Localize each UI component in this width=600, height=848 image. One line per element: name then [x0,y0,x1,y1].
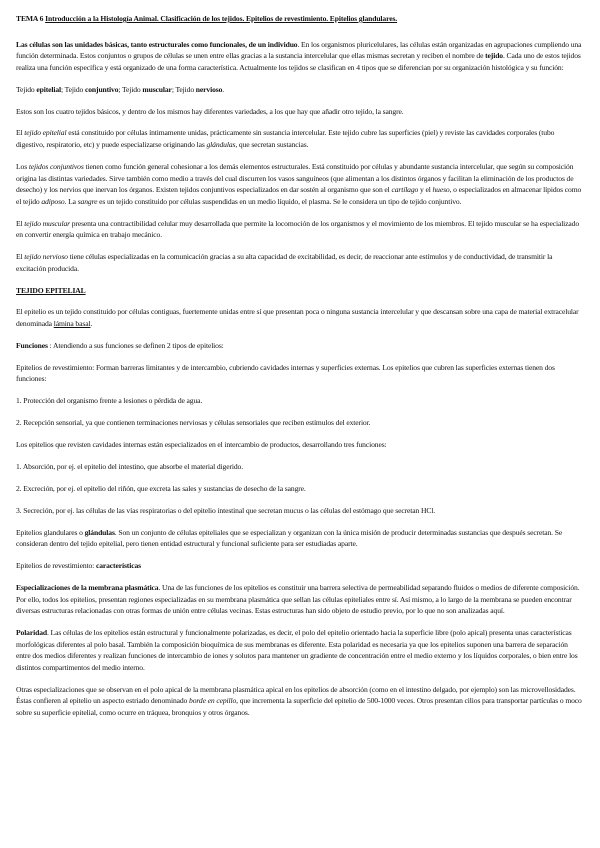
paragraph-characteristics-heading: Epitelios de revestimiento: características [16,561,141,571]
section-heading-epithelial: TEJIDO EPITELIAL [16,285,86,295]
paragraph-membrane-specializations: Especializaciones de la membrana plasmática. Una de las funciones de los epitelios es constituir una barrera selectiva de permeabilidad separando fluidos o medios de diferente composición. Por ello, todos los epitelios, presentan regiones especializadas en su membrana plasmática que sellan las células epiteliales entre sí. Así mismo, a lo largo de la membrana se pueden encontrar diversas estructuras relacionadas con otras formas de unión entre células vecinas. Estas estructuras han sido objeto de estudio previo, por lo que no son analizadas aquí. [16,583,580,616]
title-number: TEMA 6 [16,14,44,23]
list-item-excretion: 2. Excreción, por ej. el epitelio del riñón, que excreta las sales y sustancias de desecho de la sangre. [16,483,306,493]
paragraph-connective-tissue: Los tejidos conjuntivos tienen como función general cohesionar a los demás elementos estructurales. Está constituido por células y abundante sustancia intercelular, que según su composición origina las distintas variedades. Sirve también como medio a través del cual discurren los vasos sanguíneos (que alimentan a los distintos órganos y facilitan la eliminación de los productos de desecho) y los nervios que inervan los órganos. Existen tejidos conjuntivos especializados en dar sostén al organismo que son el cartílago y el hueso, o especializados en almacenar lípidos como el tejido adiposo. La sangre es un tejido constituido por células suspendidas en un medio líquido, el plasma. Se le considera un tipo de tejido conjuntivo. [16,161,582,206]
paragraph-intro: Las células son las unidades básicas, tanto estructurales como funcionales, de un individuo. En los organismos pluricelulares, las células están organizadas en agrupaciones cumpliendo una función determinada. Estos conjuntos o grupos de células se unen entre ellas gracias a la sustancia intercelular que ellas mismas secretan y reciben el nombre de tejido. Cada uno de estos tejidos realiza una función específica y está organizado de una forma característica. Actualmente los tejidos se clasifican en 4 tipos que se diferencian por su organización histológica y su función: [16,39,582,72]
paragraph-nervous-tissue: El tejido nervioso tiene células especializadas en la comunicación gracias a su alta capacidad de excitabilidad, es decir, de reaccionar ante estímulos y de conductividad, de transmitir la excitación producida. [16,252,553,273]
document-page [16,13,584,729]
page-title [16,13,584,25]
paragraph-tissue-types: Tejido epitelial; Tejido conjuntivo; Tejido muscular; Tejido nervioso. [16,84,225,94]
paragraph-epithelial-tissue: El tejido epitelial está constituido por células íntimamente unidas, prácticamente sin sustancia intercelular. Este tejido cubre las superficies (piel) y reviste las cavidades corporales (tubo digestivo, respiratorio, etc) y puede especializarse originando las glándulas, que secretan sustancias. [16,128,555,150]
list-item-absorption: 1. Absorción, por ej. el epitelio del intestino, que absorbe el material digerido. [16,462,243,471]
paragraph-muscle-tissue: El tejido muscular presenta una contractibilidad celular muy desarrollada que permite la locomoción de los organismos y el movimiento de los miembros. El tejido muscular se ha especializado en convertir energía química en trabajo mecánico. [16,218,580,240]
paragraph-epithelium-definition: El epitelio es un tejido constituido por células contiguas, fuertemente unidas entre sí que presentan poca o ninguna sustancia intercelular y que descansan sobre una capa de material extracelular denominada lámina basal. [16,307,579,329]
paragraph-internal-cavities: Los epitelios que revisten cavidades internas están especializados en el intercambio de productos, desarrollando tres funciones: [16,440,387,450]
basal-lamina-term: lámina basal [53,319,91,329]
paragraph-lining-epithelia: Epitelios de revestimiento: Forman barreras limitantes y de intercambio, cubriendo cavidades internas y superficies externas. Los epitelios que cubren las superficies externas tienen dos funciones: [16,362,555,384]
list-item-protection: 1. Protección del organismo frente a lesiones o pérdida de agua. [16,396,203,406]
paragraph-microvilli: Otras especializaciones que se observan en el polo apical de la membrana plasmática apical en los epitelios de absorción (como en el intestino delgado, por ejemplo) son las microvellosidades. Éstas confieren al epitelio un aspecto estriado denominado borde en cepillo, que incrementa la superficie del epitelio de 500-1000 veces. Otros presentan cilios para transportar partículas o moco sobre su superficie epitelial, como ocurre en tráquea, bronquios y otros órganos. [16,684,582,717]
paragraph-functions: Funciones : Atendiendo a sus funciones se definen 2 tipos de epitelios: [16,340,224,350]
list-item-sensory: 2. Recepción sensorial, ya que contienen terminaciones nerviosas y células sensoriales que reciben estímulos del exterior. [16,418,371,428]
list-item-secretion: 3. Secreción, por ej. las células de las vías respiratorias o del epitelio intestinal que secretan mucus o las células del estómago que secretan HCl. [16,505,436,515]
paragraph-polarity: Polaridad. Las células de los epitelios están estructural y funcionalmente polarizadas, es decir, el polo del epitelio orientado hacia la superficie libre (polo apical) presenta unas características morfológicas diferentes al polo basal. También la composición bioquímica de sus membranas es diferente. Esta polaridad es necesaria ya que los epitelios suponen una barrera de separación entre dos medios diferentes y realizan funciones de intercambio de iones y solutos para mantener un gradiente de concentración entre el medio externo y los líquidos corporales, o bien entre los distintos compartimentos del medio interno. [16,628,578,672]
title-text: Introducción a la Histología Animal. Clasificación de los tejidos. Epitelios de revestimiento. Epitelios glandulares. [45,14,398,23]
paragraph-basic-tissues: Estos son los cuatro tejidos básicos, y dentro de los mismos hay diferentes variedades, a los que hay que añadir otro tejido, la sangre. [16,106,404,116]
paragraph-glandular-epithelia: Epitelios glandulares o glándulas. Son un conjunto de células epiteliales que se especializan y organizan con la única misión de producir determinadas sustancias que después secretan. Se consideran dentro del tejido epitelial, pero tienen entidad estructural y funcional suficiente para ser estudiadas aparte. [16,527,563,549]
